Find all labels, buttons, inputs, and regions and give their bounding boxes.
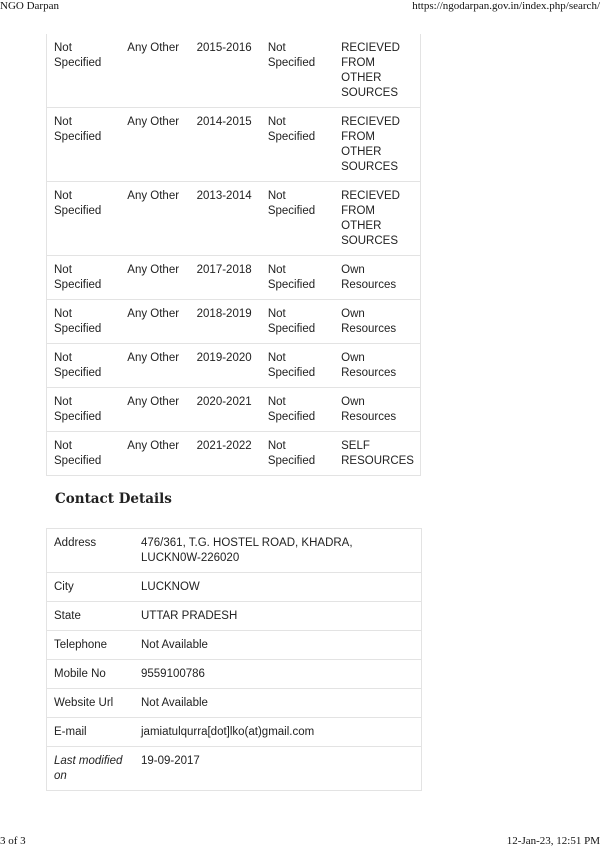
financial-table — [46, 34, 421, 476]
table-cell: Not Specified — [47, 34, 121, 108]
email-label: E-mail — [47, 718, 135, 747]
table-cell: Any Other — [120, 256, 189, 300]
contact-row-last-modified — [47, 747, 422, 791]
table-cell: Any Other — [120, 300, 189, 344]
table-cell: Not Specified — [261, 388, 334, 432]
table-cell: 2013-2014 — [190, 182, 261, 256]
contact-row-email — [47, 718, 422, 747]
table-row — [47, 108, 421, 182]
contact-row-city — [47, 573, 422, 602]
mobile-value: 9559100786 — [134, 660, 422, 689]
table-cell: 2020-2021 — [190, 388, 261, 432]
table-cell: Any Other — [120, 432, 189, 476]
contact-row-mobile — [47, 660, 422, 689]
contact-row-website — [47, 689, 422, 718]
table-cell: RECIEVED FROM OTHER SOURCES — [334, 108, 420, 182]
table-cell: 2014-2015 — [190, 108, 261, 182]
table-cell: Not Specified — [47, 344, 121, 388]
table-cell: Not Specified — [47, 432, 121, 476]
table-cell: Not Specified — [47, 388, 121, 432]
table-cell: 2021-2022 — [190, 432, 261, 476]
print-timestamp: 12-Jan-23, 12:51 PM — [506, 835, 600, 847]
city-label: City — [47, 573, 135, 602]
telephone-label: Telephone — [47, 631, 135, 660]
table-cell: RECIEVED FROM OTHER SOURCES — [334, 182, 420, 256]
contact-table — [46, 528, 422, 791]
page-url: https://ngodarpan.gov.in/index.php/search/ — [412, 0, 600, 12]
mobile-label: Mobile No — [47, 660, 135, 689]
table-cell: Any Other — [120, 108, 189, 182]
table-row — [47, 432, 421, 476]
table-cell: 2015-2016 — [190, 34, 261, 108]
table-cell: SELF RESOURCES — [334, 432, 420, 476]
table-row — [47, 300, 421, 344]
table-cell: Not Specified — [261, 256, 334, 300]
table-row — [47, 344, 421, 388]
last-modified-label: Last modified on — [47, 747, 135, 791]
last-modified-value: 19-09-2017 — [134, 747, 422, 791]
contact-details-heading: Contact Details — [55, 491, 172, 507]
table-cell: Own Resources — [334, 300, 420, 344]
table-row — [47, 388, 421, 432]
table-cell: Any Other — [120, 388, 189, 432]
print-header — [0, 0, 602, 16]
table-cell: Not Specified — [47, 256, 121, 300]
table-cell: 2018-2019 — [190, 300, 261, 344]
table-cell: Not Specified — [261, 432, 334, 476]
table-cell: Not Specified — [47, 300, 121, 344]
table-cell: Any Other — [120, 344, 189, 388]
table-cell: 2017-2018 — [190, 256, 261, 300]
table-cell: Own Resources — [334, 388, 420, 432]
table-cell: Not Specified — [47, 108, 121, 182]
table-cell: Own Resources — [334, 344, 420, 388]
address-label: Address — [47, 529, 135, 573]
address-value: 476/361, T.G. HOSTEL ROAD, KHADRA, LUCKN0W-226020 — [134, 529, 422, 573]
table-cell: RECIEVED FROM OTHER SOURCES — [334, 34, 420, 108]
state-value: UTTAR PRADESH — [134, 602, 422, 631]
page-number: 3 of 3 — [0, 835, 26, 847]
table-cell: Any Other — [120, 34, 189, 108]
email-value: jamiatulqurra[dot]lko(at)gmail.com — [134, 718, 422, 747]
print-footer — [0, 834, 602, 850]
table-cell: Not Specified — [261, 344, 334, 388]
site-title: NGO Darpan — [0, 0, 59, 12]
table-cell: Own Resources — [334, 256, 420, 300]
contact-row-telephone — [47, 631, 422, 660]
table-row — [47, 34, 421, 108]
telephone-value: Not Available — [134, 631, 422, 660]
contact-row-address — [47, 529, 422, 573]
contact-row-state — [47, 602, 422, 631]
table-row — [47, 182, 421, 256]
state-label: State — [47, 602, 135, 631]
table-cell: Not Specified — [261, 182, 334, 256]
city-value: LUCKNOW — [134, 573, 422, 602]
table-cell: 2019-2020 — [190, 344, 261, 388]
table-row — [47, 256, 421, 300]
website-label: Website Url — [47, 689, 135, 718]
website-value: Not Available — [134, 689, 422, 718]
table-cell: Not Specified — [261, 34, 334, 108]
table-cell: Not Specified — [47, 182, 121, 256]
table-cell: Not Specified — [261, 300, 334, 344]
table-cell: Not Specified — [261, 108, 334, 182]
table-cell: Any Other — [120, 182, 189, 256]
